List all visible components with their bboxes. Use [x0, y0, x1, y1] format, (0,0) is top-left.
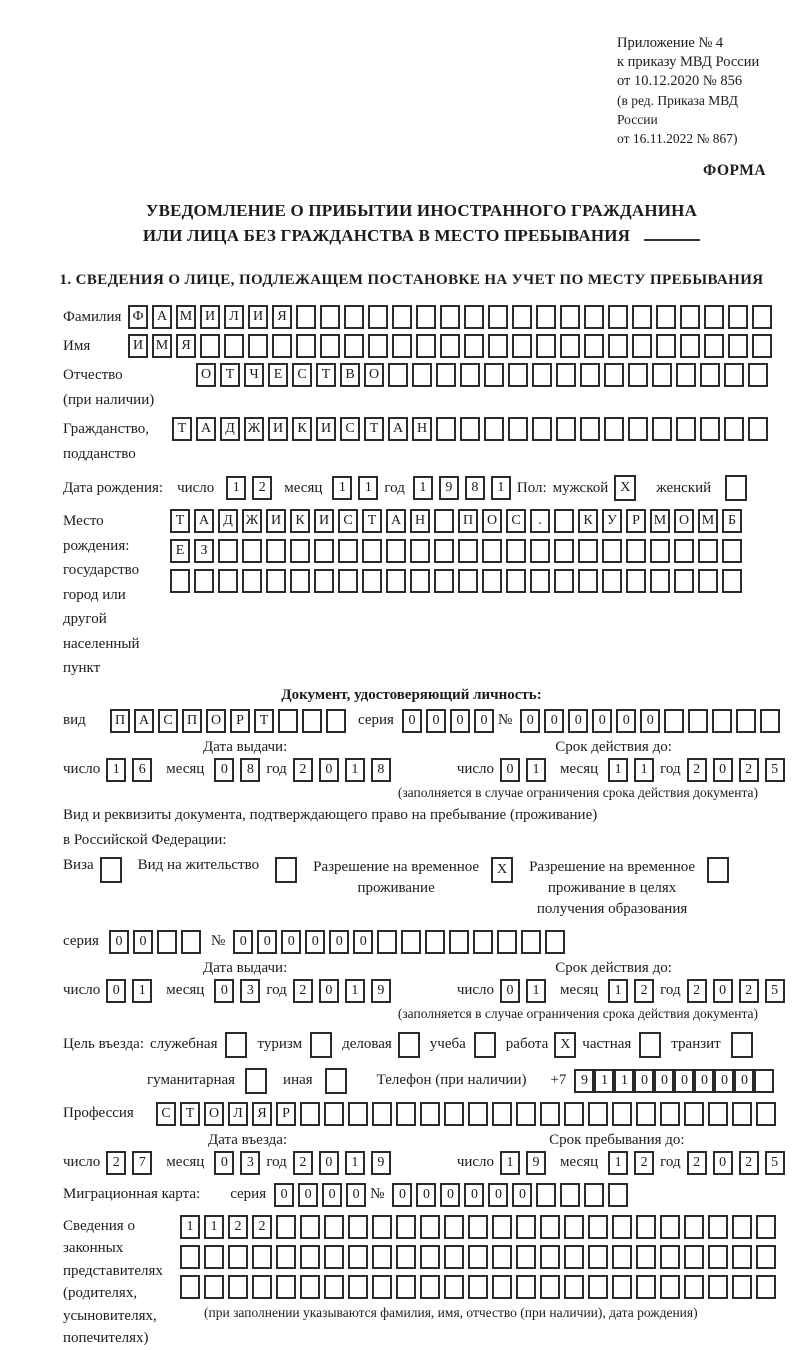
- birth-date-label: Дата рождения:: [63, 479, 164, 496]
- phone-field[interactable]: 9 1 1 0 0 0 0 0 0: [574, 1069, 774, 1093]
- series-label: серия: [63, 933, 99, 949]
- purpose-study-checkbox[interactable]: [474, 1032, 496, 1058]
- profession-label: Профессия: [63, 1105, 134, 1121]
- month-label: месяц: [284, 479, 323, 496]
- annex-line: (в ред. Приказа МВД России: [617, 93, 738, 127]
- birth-day-field[interactable]: 1 2: [226, 476, 278, 500]
- resid-dates-row: [63, 979, 780, 1003]
- series-label: серия: [358, 712, 394, 728]
- month-label: месяц: [560, 761, 599, 777]
- stay-until-heading: Срок пребывания до:: [549, 1131, 685, 1148]
- resid-issue-month-field[interactable]: 0 3: [214, 979, 266, 1003]
- sex-label: Пол:: [516, 479, 547, 496]
- birthplace-label: Место рождения: государство город или другой населенный пункт: [63, 513, 140, 676]
- annex-line: от 16.11.2022 № 867): [617, 131, 738, 146]
- sex-male-checkbox[interactable]: X: [614, 475, 642, 501]
- migration-number-field[interactable]: 0 0 0 0 0 0: [392, 1183, 632, 1207]
- id-issue-day-field[interactable]: 1 6: [106, 758, 158, 782]
- purpose-official-checkbox[interactable]: [225, 1032, 247, 1058]
- resid-doc-type-row: [63, 857, 780, 920]
- resid-valid-year-field[interactable]: 2 0 2 5: [687, 979, 791, 1003]
- representatives-field-row1[interactable]: 1 1 2 2: [180, 1215, 780, 1239]
- resid-valid-day-field[interactable]: 0 1: [500, 979, 552, 1003]
- resid-series-field[interactable]: 0 0: [109, 930, 205, 954]
- month-label: месяц: [560, 1154, 599, 1170]
- year-label: год: [266, 761, 287, 777]
- visa-checkbox[interactable]: [100, 857, 122, 883]
- purpose-tourism-checkbox[interactable]: [310, 1032, 332, 1058]
- given-name-label: Имя: [63, 337, 91, 354]
- id-number-field[interactable]: 0 0 0 0 0 0: [520, 709, 784, 733]
- residence-permit-label: Вид на жительство: [137, 856, 260, 873]
- forma-label: ФОРМА: [703, 162, 767, 179]
- resid-series-row: [63, 930, 780, 954]
- purpose-second-row: [63, 1068, 780, 1094]
- citizenship-label: Гражданство, подданство: [63, 421, 150, 462]
- birthplace-field-row1[interactable]: Т А Д Ж И К И С Т А Н П О С . К У Р М О М Б: [170, 509, 746, 533]
- temp-residence-label: Разрешение на временное проживание: [313, 858, 480, 896]
- representatives-note: (при заполнении указываются фамилия, имя, отчество (при наличии), дата рождения): [204, 1304, 698, 1320]
- migration-card-label: Миграционная карта:: [63, 1186, 201, 1202]
- migration-series-field[interactable]: 0 0 0 0: [274, 1183, 370, 1207]
- series-label: серия: [230, 1186, 267, 1202]
- sex-male-label: мужской: [552, 479, 609, 496]
- form-title-line1: УВЕДОМЛЕНИЕ О ПРИБЫТИИ ИНОСТРАННОГО ГРАЖДАНИНА: [145, 201, 698, 220]
- purpose-humanitarian-checkbox[interactable]: [245, 1068, 267, 1094]
- entry-year-field[interactable]: 2 0 1 9: [293, 1151, 397, 1175]
- number-sign: №: [370, 1186, 385, 1202]
- year-label: год: [266, 982, 287, 998]
- temp-residence-checkbox[interactable]: X: [491, 857, 513, 883]
- purpose-work-checkbox[interactable]: X: [554, 1032, 576, 1058]
- month-label: месяц: [560, 982, 599, 998]
- surname-row: [63, 305, 780, 329]
- id-issue-year-field[interactable]: 2 0 1 8: [293, 758, 397, 782]
- purpose-other-checkbox[interactable]: [325, 1068, 347, 1094]
- purpose-humanitarian-label: гуманитарная: [147, 1072, 236, 1088]
- patronymic-note: (при наличии): [63, 391, 155, 408]
- resid-number-field[interactable]: 0 0 0 0 0 0: [233, 930, 569, 954]
- resid-issue-year-field[interactable]: 2 0 1 9: [293, 979, 397, 1003]
- stay-month-field[interactable]: 1 2: [608, 1151, 660, 1175]
- issue-date-heading: Дата выдачи:: [203, 959, 288, 976]
- id-doc-row: [63, 709, 780, 733]
- year-label: год: [384, 479, 405, 496]
- title-underline: [644, 227, 700, 241]
- resid-valid-month-field[interactable]: 1 2: [608, 979, 660, 1003]
- entry-day-field[interactable]: 2 7: [106, 1151, 158, 1175]
- stay-day-field[interactable]: 1 9: [500, 1151, 552, 1175]
- patronymic-label: Отчество (при наличии): [63, 367, 155, 408]
- entry-date-headings: [63, 1132, 780, 1149]
- resid-issue-day-field[interactable]: 0 1: [106, 979, 158, 1003]
- purpose-tourism-label: туризм: [257, 1036, 303, 1052]
- entry-month-field[interactable]: 0 3: [214, 1151, 266, 1175]
- identity-doc-heading: Документ, удостоверяющий личность:: [281, 686, 542, 703]
- month-label: месяц: [166, 761, 205, 777]
- purpose-work-label: работа: [505, 1036, 549, 1052]
- purpose-other-label: иная: [283, 1072, 313, 1088]
- resid-doc-line2: в Российской Федерации:: [63, 831, 227, 848]
- form-title-line2: ИЛИ ЛИЦА БЕЗ ГРАЖДАНСТВА В МЕСТО ПРЕБЫВАНИЯ: [63, 223, 780, 248]
- day-label: число: [63, 1154, 101, 1170]
- entry-date-heading: Дата въезда:: [208, 1131, 288, 1148]
- annex-line: к приказу МВД России: [617, 54, 760, 70]
- number-sign: №: [210, 933, 226, 949]
- representatives-label: Сведения о законных представителях (родителях, усыновителях, попечителях): [63, 1217, 163, 1346]
- given-name-field[interactable]: И М Я: [128, 334, 776, 358]
- visa-label: Виза: [63, 856, 94, 873]
- day-label: число: [63, 982, 101, 998]
- representatives-fields: [180, 1215, 780, 1321]
- residence-permit-checkbox[interactable]: [275, 857, 297, 883]
- entry-purpose-label: Цель въезда:: [63, 1036, 144, 1052]
- given-name-row: [63, 334, 780, 358]
- form-title: [63, 198, 780, 248]
- id-issue-month-field[interactable]: 0 8: [214, 758, 266, 782]
- phone-prefix: +7: [550, 1072, 567, 1088]
- purpose-transit-label: транзит: [671, 1036, 721, 1052]
- id-date-headings: [63, 739, 780, 756]
- annex-line: от 10.12.2020 № 856: [617, 73, 743, 89]
- day-label: число: [456, 982, 495, 998]
- citizenship-field[interactable]: Т А Д Ж И К И С Т А Н: [172, 417, 772, 441]
- id-valid-month-field[interactable]: 1 1: [608, 758, 660, 782]
- representatives-field-row3[interactable]: [180, 1275, 780, 1299]
- representatives-field-row2[interactable]: [180, 1245, 780, 1269]
- year-label: год: [660, 761, 681, 777]
- id-kind-field[interactable]: П А С П О Р Т: [110, 709, 350, 733]
- birth-year-field[interactable]: 1 9 8 1: [413, 476, 517, 500]
- profession-field[interactable]: С Т О Л Я Р: [156, 1102, 780, 1126]
- birthplace-field-row2[interactable]: Е З: [170, 539, 746, 563]
- month-label: месяц: [166, 1154, 205, 1170]
- id-kind-label: вид: [63, 712, 86, 728]
- birthplace-fields: [170, 509, 746, 599]
- resid-date-headings: [63, 960, 780, 977]
- validity-note: (заполняется в случае ограничения срока действия документа): [397, 784, 758, 800]
- purpose-private-checkbox[interactable]: [639, 1032, 661, 1058]
- surname-label: Фамилия: [63, 308, 122, 325]
- annex-reference: [617, 34, 780, 148]
- birth-month-field[interactable]: 1 1: [332, 476, 384, 500]
- entry-purpose-row: [63, 1032, 780, 1058]
- id-valid-year-field[interactable]: 2 0 2 5: [687, 758, 791, 782]
- valid-until-heading: Срок действия до:: [555, 959, 672, 976]
- birthplace-field-row3[interactable]: [170, 569, 746, 593]
- valid-until-heading: Срок действия до:: [555, 738, 672, 755]
- patronymic-row: [63, 363, 780, 412]
- resid-doc-line1: Вид и реквизиты документа, подтверждающего право на пребывание (проживание): [63, 806, 598, 823]
- profession-row: [63, 1102, 780, 1126]
- surname-field[interactable]: Ф А М И Л И Я: [128, 305, 776, 329]
- section1-heading: 1. СВЕДЕНИЯ О ЛИЦЕ, ПОДЛЕЖАЩЕМ ПОСТАНОВКЕ НА УЧЕТ ПО МЕСТУ ПРЕБЫВАНИЯ: [59, 272, 764, 288]
- id-valid-day-field[interactable]: 0 1: [500, 758, 552, 782]
- purpose-official-label: служебная: [149, 1036, 218, 1052]
- purpose-transit-checkbox[interactable]: [731, 1032, 753, 1058]
- year-label: год: [660, 1154, 681, 1170]
- birth-date-row: [63, 475, 780, 501]
- annex-line: Приложение № 4: [617, 35, 724, 51]
- day-label: число: [456, 761, 495, 777]
- temp-residence-edu-checkbox[interactable]: [707, 857, 729, 883]
- stay-year-field[interactable]: 2 0 2 5: [687, 1151, 791, 1175]
- day-label: число: [177, 479, 215, 496]
- citizenship-row: [63, 417, 780, 466]
- purpose-business-label: деловая: [342, 1036, 392, 1052]
- sex-female-checkbox[interactable]: [725, 475, 753, 501]
- sex-female-label: женский: [656, 479, 712, 496]
- purpose-private-label: частная: [582, 1036, 632, 1052]
- year-label: год: [660, 982, 681, 998]
- validity-note: (заполняется в случае ограничения срока действия документа): [397, 1005, 758, 1021]
- month-label: месяц: [166, 982, 205, 998]
- year-label: год: [266, 1154, 287, 1170]
- migration-card-row: [63, 1183, 780, 1207]
- patronymic-field[interactable]: О Т Ч Е С Т В О: [196, 363, 772, 387]
- id-dates-row: [63, 758, 780, 782]
- purpose-business-checkbox[interactable]: [398, 1032, 420, 1058]
- day-label: число: [63, 761, 101, 777]
- phone-label: Телефон (при наличии): [376, 1072, 527, 1088]
- number-sign: №: [497, 712, 513, 728]
- temp-residence-edu-label: Разрешение на временное проживание в целях получения образования: [529, 858, 696, 917]
- purpose-study-label: учеба: [429, 1036, 466, 1052]
- issue-date-heading: Дата выдачи:: [203, 738, 288, 755]
- id-series-field[interactable]: 0 0 0 0: [402, 709, 498, 733]
- day-label: число: [456, 1154, 495, 1170]
- birthplace-row: [63, 509, 780, 681]
- representatives-row: [63, 1215, 780, 1350]
